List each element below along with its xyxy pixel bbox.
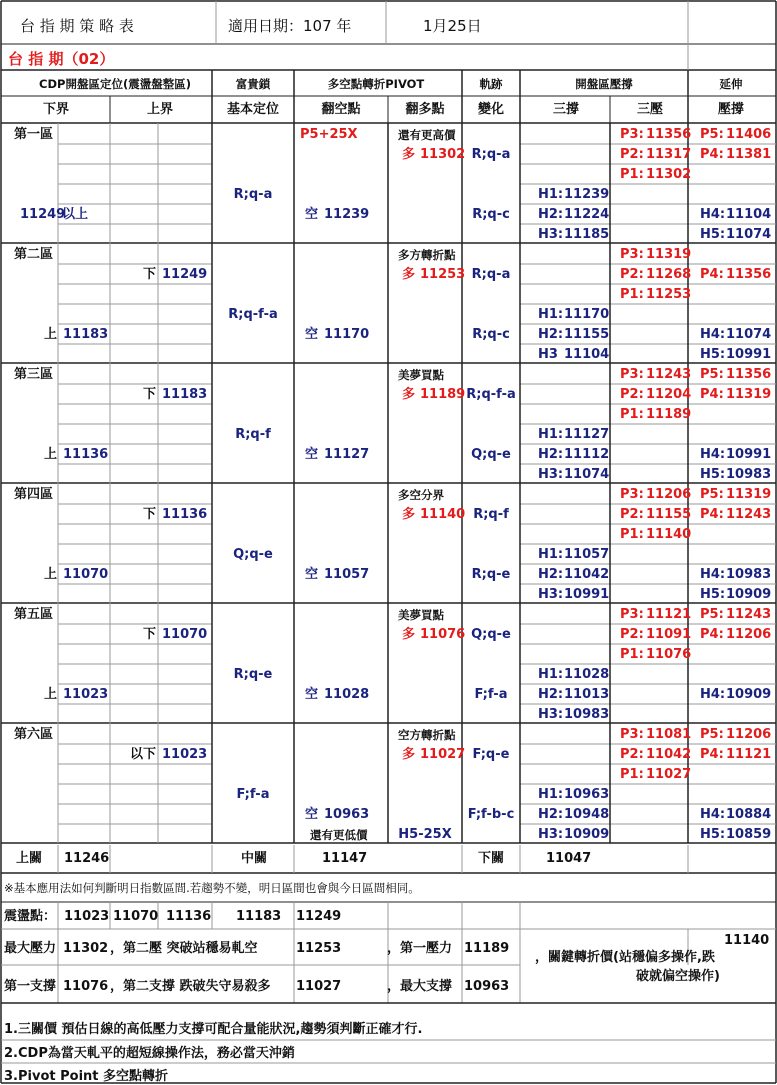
upper-bound: 11136 (162, 507, 208, 522)
long-value: 11253 (420, 267, 466, 282)
extend-top-value: 11319 (726, 487, 772, 502)
pivot-note: 多空分界 (398, 488, 444, 502)
resist-value: 11268 (646, 267, 692, 282)
oscillation-value: 11136 (166, 909, 212, 924)
support-value: 10948 (564, 807, 610, 822)
short-tag: 空 (305, 447, 319, 462)
support-value: 11104 (564, 347, 610, 362)
note-line: 3.Pivot Point 多空點轉折 (4, 1069, 169, 1084)
base-position: R;q-a (233, 187, 273, 202)
support-value: 11112 (564, 447, 610, 462)
support-tag: H2: (538, 687, 564, 702)
extend-top-value: 11406 (726, 127, 772, 142)
resist-tag: P3: (620, 607, 644, 622)
long-value: 11027 (420, 747, 466, 762)
extend-bottom-value: 10909 (726, 587, 772, 602)
support-value: 11013 (564, 687, 610, 702)
resist-tag: P3: (620, 367, 644, 382)
long-tag: 多 (402, 627, 416, 642)
extend-top-tag: P4: (700, 147, 724, 162)
track-a: R;q-a (471, 267, 511, 282)
extend-top-tag: P4: (700, 387, 724, 402)
resist-tag: P1: (620, 167, 644, 182)
resist-value: 11155 (646, 507, 692, 522)
support-tag: H2: (538, 807, 564, 822)
pivot-top: P5+25X (300, 127, 358, 142)
max-pressure-label: 最大壓力 (4, 941, 57, 956)
extend-bottom-value: 10983 (726, 567, 772, 582)
support-value: 10909 (564, 827, 610, 842)
resist-value: 11206 (646, 487, 692, 502)
zone-name: 第三區 (14, 367, 54, 382)
resist-tag: P3: (620, 247, 644, 262)
key-pivot-value: 11140 (724, 933, 770, 948)
group-track: 軌跡 (479, 77, 503, 91)
lower-bound: 11183 (63, 327, 109, 342)
extend-top-value: 11121 (726, 747, 772, 762)
oscillation-value: 11249 (296, 909, 342, 924)
short-value: 11239 (324, 207, 370, 222)
gate-upper-value: 11246 (64, 851, 110, 866)
resist-tag: P2: (620, 147, 644, 162)
resist-value: 11302 (646, 167, 692, 182)
key-pivot-label-2: 破就偏空操作) (636, 969, 720, 984)
max-pressure-value: 11302 (63, 941, 109, 956)
extend-bottom-value: 10991 (726, 447, 772, 462)
support-value: 11127 (564, 427, 610, 442)
oscillation-value: 11070 (113, 909, 159, 924)
resist-value: 11204 (646, 387, 692, 402)
base-position: Q;q-e (233, 547, 273, 562)
lower-bound: 11070 (63, 567, 109, 582)
support-tag: H1: (538, 187, 564, 202)
extend-bottom-tag: H4: (700, 807, 726, 822)
support-value: 11155 (564, 327, 610, 342)
base-position: R;q-f (235, 427, 271, 442)
resist-value: 11189 (646, 407, 692, 422)
sheet-subtitle: 台 指 期（02） (8, 50, 115, 68)
pivot-note: 空方轉折點 (398, 728, 456, 742)
col-flip-long: 翻多點 (405, 102, 445, 117)
upper-bound: 11183 (162, 387, 208, 402)
extend-bottom-tag: H5: (700, 827, 726, 842)
support-value: 11042 (564, 567, 610, 582)
extend-top-tag: P5: (700, 727, 724, 742)
extend-bottom-tag: H4: (700, 687, 726, 702)
support-tag: H3: (538, 827, 564, 842)
support-tag: H1: (538, 547, 564, 562)
support-value: 10983 (564, 707, 610, 722)
track-c: R;q-c (472, 207, 510, 222)
support-tag: H1: (538, 787, 564, 802)
support-value: 11074 (564, 467, 610, 482)
track-c: F;f-a (474, 687, 508, 702)
group-extend: 延伸 (719, 77, 743, 91)
date-value: 1月25日 (423, 17, 482, 35)
lower-bound: 11136 (63, 447, 109, 462)
short-bottom: H5-25X (398, 827, 452, 842)
short-value: 11057 (324, 567, 370, 582)
support-tag: H2: (538, 207, 564, 222)
second-pressure-label: ，第二壓 突破站穩易軋空 (110, 941, 258, 956)
extend-bottom-value: 11074 (726, 327, 772, 342)
long-tag: 多 (402, 747, 416, 762)
lower-tag: 上 (44, 687, 58, 702)
support-tag: H2: (538, 327, 564, 342)
note-line: 1.三關價 預估日線的高低壓力支撐可配合量能狀況,趨勢須判斷正確才行. (4, 1022, 423, 1037)
upper-tag: 下 (142, 507, 156, 522)
extend-bottom-value: 10983 (726, 467, 772, 482)
base-position: R;q-f-a (228, 307, 278, 322)
col-lower: 下界 (42, 102, 69, 117)
group-lock: 富貴鎖 (235, 77, 271, 91)
col-upper: 上界 (146, 102, 173, 117)
long-value: 11189 (420, 387, 466, 402)
zone-name: 第一區 (14, 127, 54, 142)
track-c: Q;q-e (471, 447, 511, 462)
track-a: R;q-a (471, 147, 511, 162)
extend-bottom-value: 10909 (726, 687, 772, 702)
pivot-note: 多方轉折點 (398, 248, 456, 262)
zone-name: 第五區 (14, 607, 54, 622)
extend-top-value: 11381 (726, 147, 772, 162)
support-value: 11170 (564, 307, 610, 322)
extend-top-tag: P5: (700, 127, 724, 142)
resist-tag: P2: (620, 747, 644, 762)
lower-suffix: 以上 (62, 207, 89, 222)
lower-tag: 上 (44, 567, 58, 582)
col-resist3: 三壓 (636, 102, 663, 117)
support-tag: H1: (538, 427, 564, 442)
resist-value: 11140 (646, 527, 692, 542)
upper-bound: 11023 (162, 747, 208, 762)
resist-value: 11253 (646, 287, 692, 302)
oscillation-value: 11023 (64, 909, 110, 924)
long-value: 11140 (420, 507, 466, 522)
extend-bottom-value: 11074 (726, 227, 772, 242)
support-tag: H3: (538, 707, 564, 722)
second-support-value: 11027 (296, 979, 342, 994)
extend-top-value: 11243 (726, 607, 772, 622)
gate-lower-label: 下關 (478, 851, 505, 866)
extend-top-value: 11243 (726, 507, 772, 522)
long-tag: 多 (402, 507, 416, 522)
extend-bottom-tag: H5: (700, 347, 726, 362)
support-tag: H3 (538, 347, 558, 362)
track-c: R;q-e (471, 567, 511, 582)
first-support-label: 第一支撐 (4, 979, 57, 994)
long-tag: 多 (402, 387, 416, 402)
resist-value: 11091 (646, 627, 692, 642)
long-value: 11076 (420, 627, 466, 642)
support-value: 11224 (564, 207, 610, 222)
extend-top-value: 11206 (726, 727, 772, 742)
extend-bottom-tag: H4: (700, 447, 726, 462)
col-pressure-support: 壓撐 (717, 102, 744, 117)
second-support-label: ，第二支撐 跌破失守易殺多 (110, 979, 271, 994)
resist-value: 11356 (646, 127, 692, 142)
sheet-title: 台 指 期 策 略 表 (20, 17, 134, 35)
col-change: 變化 (477, 102, 504, 117)
extend-top-tag: P4: (700, 267, 724, 282)
first-pressure-label: ，第一壓力 (387, 941, 453, 956)
group-pivot: 多空點轉折PIVOT (327, 77, 425, 91)
first-pressure-value: 11189 (464, 941, 510, 956)
lower-bound: 11249 (20, 207, 66, 222)
resist-value: 11243 (646, 367, 692, 382)
support-tag: H3: (538, 587, 564, 602)
extend-bottom-value: 10884 (726, 807, 772, 822)
upper-bound: 11249 (162, 267, 208, 282)
first-support-value: 11076 (63, 979, 109, 994)
short-tag: 空 (305, 327, 319, 342)
support-value: 11239 (564, 187, 610, 202)
base-position: F;f-a (236, 787, 270, 802)
short-tag: 空 (305, 687, 319, 702)
resist-value: 11121 (646, 607, 692, 622)
extend-bottom-value: 11104 (726, 207, 772, 222)
gate-upper-label: 上關 (16, 851, 43, 866)
resist-tag: P3: (620, 127, 644, 142)
resist-value: 11027 (646, 767, 692, 782)
support-value: 11057 (564, 547, 610, 562)
track-c: R;q-c (472, 327, 510, 342)
extend-top-tag: P4: (700, 747, 724, 762)
resist-tag: P2: (620, 507, 644, 522)
track-a: R;q-f (473, 507, 509, 522)
gate-mid-label: 中關 (241, 851, 268, 866)
extend-top-tag: P5: (700, 367, 724, 382)
pivot-note: 還有更高價 (398, 128, 456, 142)
resist-value: 11319 (646, 247, 692, 262)
group-cdp: CDP開盤區定位(震盪盤整區) (39, 77, 191, 91)
col-base: 基本定位 (226, 102, 279, 117)
upper-tag: 以下 (129, 747, 156, 762)
extend-bottom-tag: H4: (700, 207, 726, 222)
resist-tag: P2: (620, 387, 644, 402)
lower-bound: 11023 (63, 687, 109, 702)
resist-value: 11317 (646, 147, 692, 162)
zone-name: 第四區 (14, 487, 54, 502)
oscillation-value: 11183 (236, 909, 282, 924)
extend-bottom-tag: H4: (700, 327, 726, 342)
resist-value: 11081 (646, 727, 692, 742)
upper-tag: 下 (142, 627, 156, 642)
resist-tag: P1: (620, 647, 644, 662)
extend-top-value: 11206 (726, 627, 772, 642)
short-value: 11028 (324, 687, 370, 702)
support-tag: H2: (538, 447, 564, 462)
track-a: R;q-f-a (466, 387, 516, 402)
upper-tag: 下 (142, 387, 156, 402)
extend-bottom-tag: H5: (700, 467, 726, 482)
note-line: 2.CDP為當天軋平的超短線操作法，務必當天沖銷 (4, 1046, 295, 1061)
zone-name: 第六區 (14, 727, 54, 742)
short-tag: 空 (305, 807, 319, 822)
support-value: 10963 (564, 787, 610, 802)
support-tag: H1: (538, 307, 564, 322)
pivot-note: 美夢買點 (398, 368, 444, 382)
second-pressure-value: 11253 (296, 941, 342, 956)
extend-top-tag: P5: (700, 487, 724, 502)
lower-tag: 上 (44, 447, 58, 462)
upper-tag: 下 (142, 267, 156, 282)
resist-tag: P1: (620, 767, 644, 782)
group-open-range: 開盤區壓撐 (575, 77, 633, 91)
extend-bottom-value: 10859 (726, 827, 772, 842)
extend-top-tag: P4: (700, 627, 724, 642)
extend-bottom-value: 10991 (726, 347, 772, 362)
extend-top-value: 11356 (726, 367, 772, 382)
resist-tag: P1: (620, 527, 644, 542)
max-support-value: 10963 (464, 979, 510, 994)
extend-bottom-tag: H4: (700, 567, 726, 582)
extend-bottom-tag: H5: (700, 587, 726, 602)
pivot-note: 美夢買點 (398, 608, 444, 622)
base-position: R;q-e (233, 667, 273, 682)
short-tag: 空 (305, 207, 319, 222)
resist-value: 11076 (646, 647, 692, 662)
gate-lower-value: 11047 (546, 851, 592, 866)
resist-tag: P3: (620, 487, 644, 502)
resist-value: 11042 (646, 747, 692, 762)
support-value: 11028 (564, 667, 610, 682)
long-value: 11302 (420, 147, 466, 162)
track-a: Q;q-e (471, 627, 511, 642)
track-a: F;q-e (472, 747, 510, 762)
long-tag: 多 (402, 267, 416, 282)
resist-tag: P2: (620, 627, 644, 642)
lower-tag: 上 (44, 327, 58, 342)
resist-tag: P1: (620, 407, 644, 422)
extend-top-value: 11356 (726, 267, 772, 282)
upper-bound: 11070 (162, 627, 208, 642)
short-value: 11170 (324, 327, 370, 342)
short-value: 11127 (324, 447, 370, 462)
support-tag: H1: (538, 667, 564, 682)
extend-top-value: 11319 (726, 387, 772, 402)
col-support3: 三撐 (552, 102, 579, 117)
support-value: 11185 (564, 227, 610, 242)
long-tag: 多 (402, 147, 416, 162)
resist-tag: P2: (620, 267, 644, 282)
support-value: 10991 (564, 587, 610, 602)
support-tag: H2: (538, 567, 564, 582)
resist-tag: P1: (620, 287, 644, 302)
date-label: 適用日期：107 年 (228, 17, 352, 35)
resist-tag: P3: (620, 727, 644, 742)
support-tag: H3: (538, 467, 564, 482)
extend-bottom-tag: H5: (700, 227, 726, 242)
footnote: ※基本應用法如何判斷明日指數區間.若趨勢不變，明日區間也會與今日區間相同。 (4, 881, 420, 895)
short-note: 還有更低價 (310, 828, 368, 842)
extend-top-tag: P4: (700, 507, 724, 522)
gate-mid-value: 11147 (322, 851, 368, 866)
zone-name: 第二區 (14, 247, 54, 262)
extend-top-tag: P5: (700, 607, 724, 622)
short-tag: 空 (305, 567, 319, 582)
max-support-label: ，最大支撐 (387, 979, 453, 994)
key-pivot-label: ，關鍵轉折價(站穩偏多操作,跌 (535, 950, 715, 965)
support-tag: H3: (538, 227, 564, 242)
track-c: F;f-b-c (467, 807, 515, 822)
col-flip-short: 翻空點 (321, 102, 361, 117)
oscillation-label: 震盪點： (4, 909, 57, 924)
short-value: 10963 (324, 807, 370, 822)
